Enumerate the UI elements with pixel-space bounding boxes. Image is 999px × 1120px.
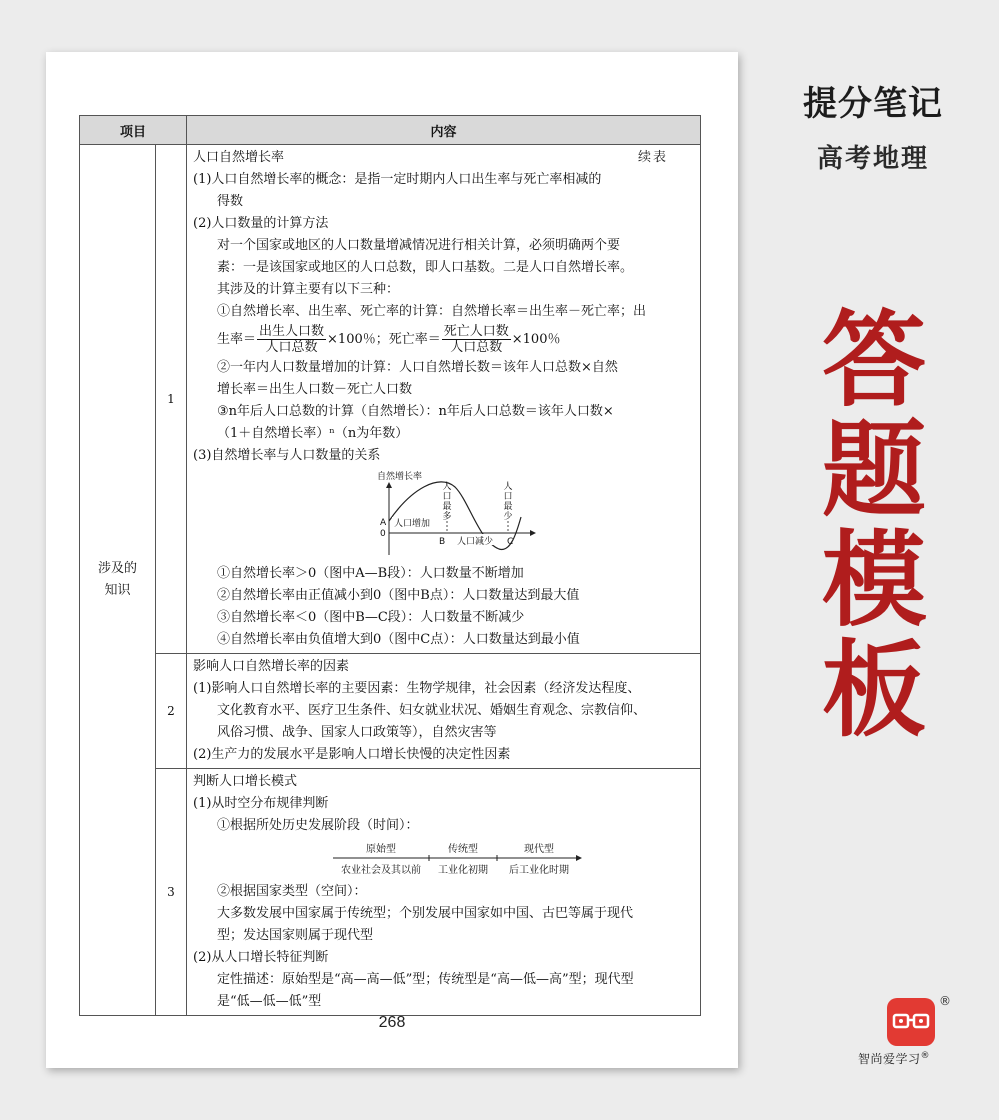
big-title xyxy=(814,299,934,751)
era-early-industrial: 工业化初期 xyxy=(438,865,488,876)
header-item: 项目 xyxy=(80,116,187,145)
type-traditional: 传统型 xyxy=(448,844,478,855)
table-row xyxy=(80,769,701,1016)
header-content: 内容 xyxy=(187,116,701,145)
formula-text: ×100％；死亡率＝ xyxy=(327,332,441,347)
type-primitive: 原始型 xyxy=(366,844,396,855)
row-number: 3 xyxy=(156,769,187,1016)
era-post-industrial: 后工业化时期 xyxy=(509,865,569,876)
logo-registered: ® xyxy=(920,1051,931,1061)
vertical-label-char: 少 xyxy=(503,512,513,522)
text-line: 型；发达国家则属于现代型 xyxy=(217,928,374,943)
y-axis-label: 自然增长率 xyxy=(377,472,423,482)
text-line: (2)生产力的发展水平是影响人口增长快慢的决定性因素 xyxy=(193,747,511,762)
vertical-label-char: 人 xyxy=(503,482,513,492)
point-b: B xyxy=(439,537,446,547)
logo-name: 智尚爱学习 xyxy=(858,1052,921,1066)
increase-label: 人口增加 xyxy=(394,519,431,529)
registered-mark: ® xyxy=(939,994,951,1008)
text-line: ③n年后人口总数的计算（自然增长）：n年后人口总数＝该年人口数× xyxy=(217,404,614,419)
text-line: ②自然增长率由正值减小到0（图中B点）：人口数量达到最大值 xyxy=(217,588,580,603)
vertical-label-char: 口 xyxy=(503,492,513,502)
vertical-label-char: 口 xyxy=(442,492,452,502)
min-label xyxy=(503,480,512,522)
big-title-char: 模 xyxy=(821,519,926,641)
point-zero: 0 xyxy=(380,529,386,539)
row-number: 1 xyxy=(156,145,187,654)
formula-line xyxy=(193,323,696,357)
row-title: 判断人口增长模式 xyxy=(193,774,298,789)
text-line: ③自然增长率＜0（图中B—C段）：人口数量不断减少 xyxy=(217,610,525,625)
row-number: 2 xyxy=(156,654,187,769)
text-line: 大多数发展中国家属于传统型；个别发展中国家如中国、古巴等属于现代 xyxy=(217,906,634,921)
text-line: 其涉及的计算主要有以下三种： xyxy=(217,282,400,297)
text-line: ①自然增长率＞0（图中A—B段）：人口数量不断增加 xyxy=(217,566,524,581)
logo-text xyxy=(858,1050,930,1067)
formula-text: ×100％ xyxy=(511,332,561,347)
row-content xyxy=(187,145,701,654)
row-content xyxy=(187,654,701,769)
text-line: 是“低—低—低”型 xyxy=(217,994,322,1009)
point-c: C xyxy=(507,537,514,547)
text-line: (3)自然增长率与人口数量的关系 xyxy=(193,448,381,463)
table-header-row xyxy=(80,116,701,145)
text-line: (1)从时空分布规律判断 xyxy=(193,796,329,811)
fraction-numerator: 出生人口数 xyxy=(259,324,325,339)
text-line: 得数 xyxy=(217,194,244,209)
text-line: 文化教育水平、医疗卫生条件、妇女就业状况、婚姻生育观念、宗教信仰、 xyxy=(217,703,647,718)
text-line: （1＋自然增长率）ⁿ（n为年数） xyxy=(217,426,409,441)
row-content xyxy=(187,769,701,1016)
formula-text: 生率＝ xyxy=(217,332,257,347)
era-agricultural: 农业社会及其以前 xyxy=(341,865,421,876)
page-number: 268 xyxy=(378,1014,406,1031)
continuation-label: 续表 xyxy=(637,150,668,165)
text-line: 增长率＝出生人口数－死亡人口数 xyxy=(217,382,413,397)
vertical-label-char: 人 xyxy=(442,482,452,492)
big-title-char: 板 xyxy=(821,629,926,751)
fraction-denominator: 人口总数 xyxy=(450,340,503,355)
point-a: A xyxy=(380,518,387,528)
text-line: (2)人口数量的计算方法 xyxy=(193,216,329,231)
growth-diagram xyxy=(193,467,696,563)
text-line: ②一年内人口数量增加的计算：人口自然增长数＝该年人口总数×自然 xyxy=(217,360,618,375)
text-line: ①自然增长率、出生率、死亡率的计算：自然增长率＝出生率－死亡率；出 xyxy=(217,304,647,319)
content-table xyxy=(79,115,701,1016)
growth-curve-svg xyxy=(193,469,693,561)
big-title-char: 题 xyxy=(821,409,926,531)
text-line: (2)从人口增长特征判断 xyxy=(193,950,329,965)
timeline-diagram xyxy=(193,837,696,881)
fraction-denominator: 人口总数 xyxy=(265,340,318,355)
glasses-icon xyxy=(887,998,935,1046)
timeline-svg xyxy=(193,839,693,879)
type-modern: 现代型 xyxy=(524,844,554,855)
document-page xyxy=(46,52,738,1068)
text-line: 定性描述：原始型是“高—高—低”型；传统型是“高—低—高”型；现代型 xyxy=(217,972,634,987)
table-row xyxy=(80,654,701,769)
brand-logo-icon xyxy=(887,998,935,1046)
vertical-label-char: 最 xyxy=(442,502,452,512)
subject-title: 高考地理 xyxy=(816,144,929,174)
fraction-numerator: 死亡人口数 xyxy=(443,324,509,339)
category-label: 涉及的知识 xyxy=(97,561,137,598)
brand-title: 提分笔记 xyxy=(803,84,943,124)
text-line: ①根据所处历史发展阶段（时间）： xyxy=(217,818,419,833)
vertical-label-char: 多 xyxy=(442,512,452,522)
table-row xyxy=(80,145,701,654)
death-rate-fraction xyxy=(442,324,511,355)
text-line: 素：一是该国家或地区的人口总数，即人口基数。二是人口自然增长率。 xyxy=(217,260,634,275)
decrease-label: 人口减少 xyxy=(457,537,494,547)
text-line: ②根据国家类型（空间）： xyxy=(217,884,367,899)
birth-rate-fraction xyxy=(257,324,326,355)
text-line: (1)人口自然增长率的概念：是指一定时期内人口出生率与死亡率相减的 xyxy=(193,172,602,187)
text-line: 对一个国家或地区的人口数量增减情况进行相关计算，必须明确两个要 xyxy=(217,238,621,253)
max-label xyxy=(442,480,451,522)
text-line: 风俗习惯、战争、国家人口政策等），自然灾害等 xyxy=(217,725,497,740)
row-title: 影响人口自然增长率的因素 xyxy=(193,659,350,674)
text-line: (1)影响人口自然增长率的主要因素：生物学规律，社会因素（经济发达程度、 xyxy=(193,681,641,696)
vertical-label-char: 最 xyxy=(503,502,513,512)
category-cell xyxy=(80,145,156,1016)
text-line: ④自然增长率由负值增大到0（图中C点）：人口数量达到最小值 xyxy=(217,632,580,647)
big-title-char: 答 xyxy=(821,299,926,421)
row-title: 人口自然增长率 xyxy=(193,150,285,165)
